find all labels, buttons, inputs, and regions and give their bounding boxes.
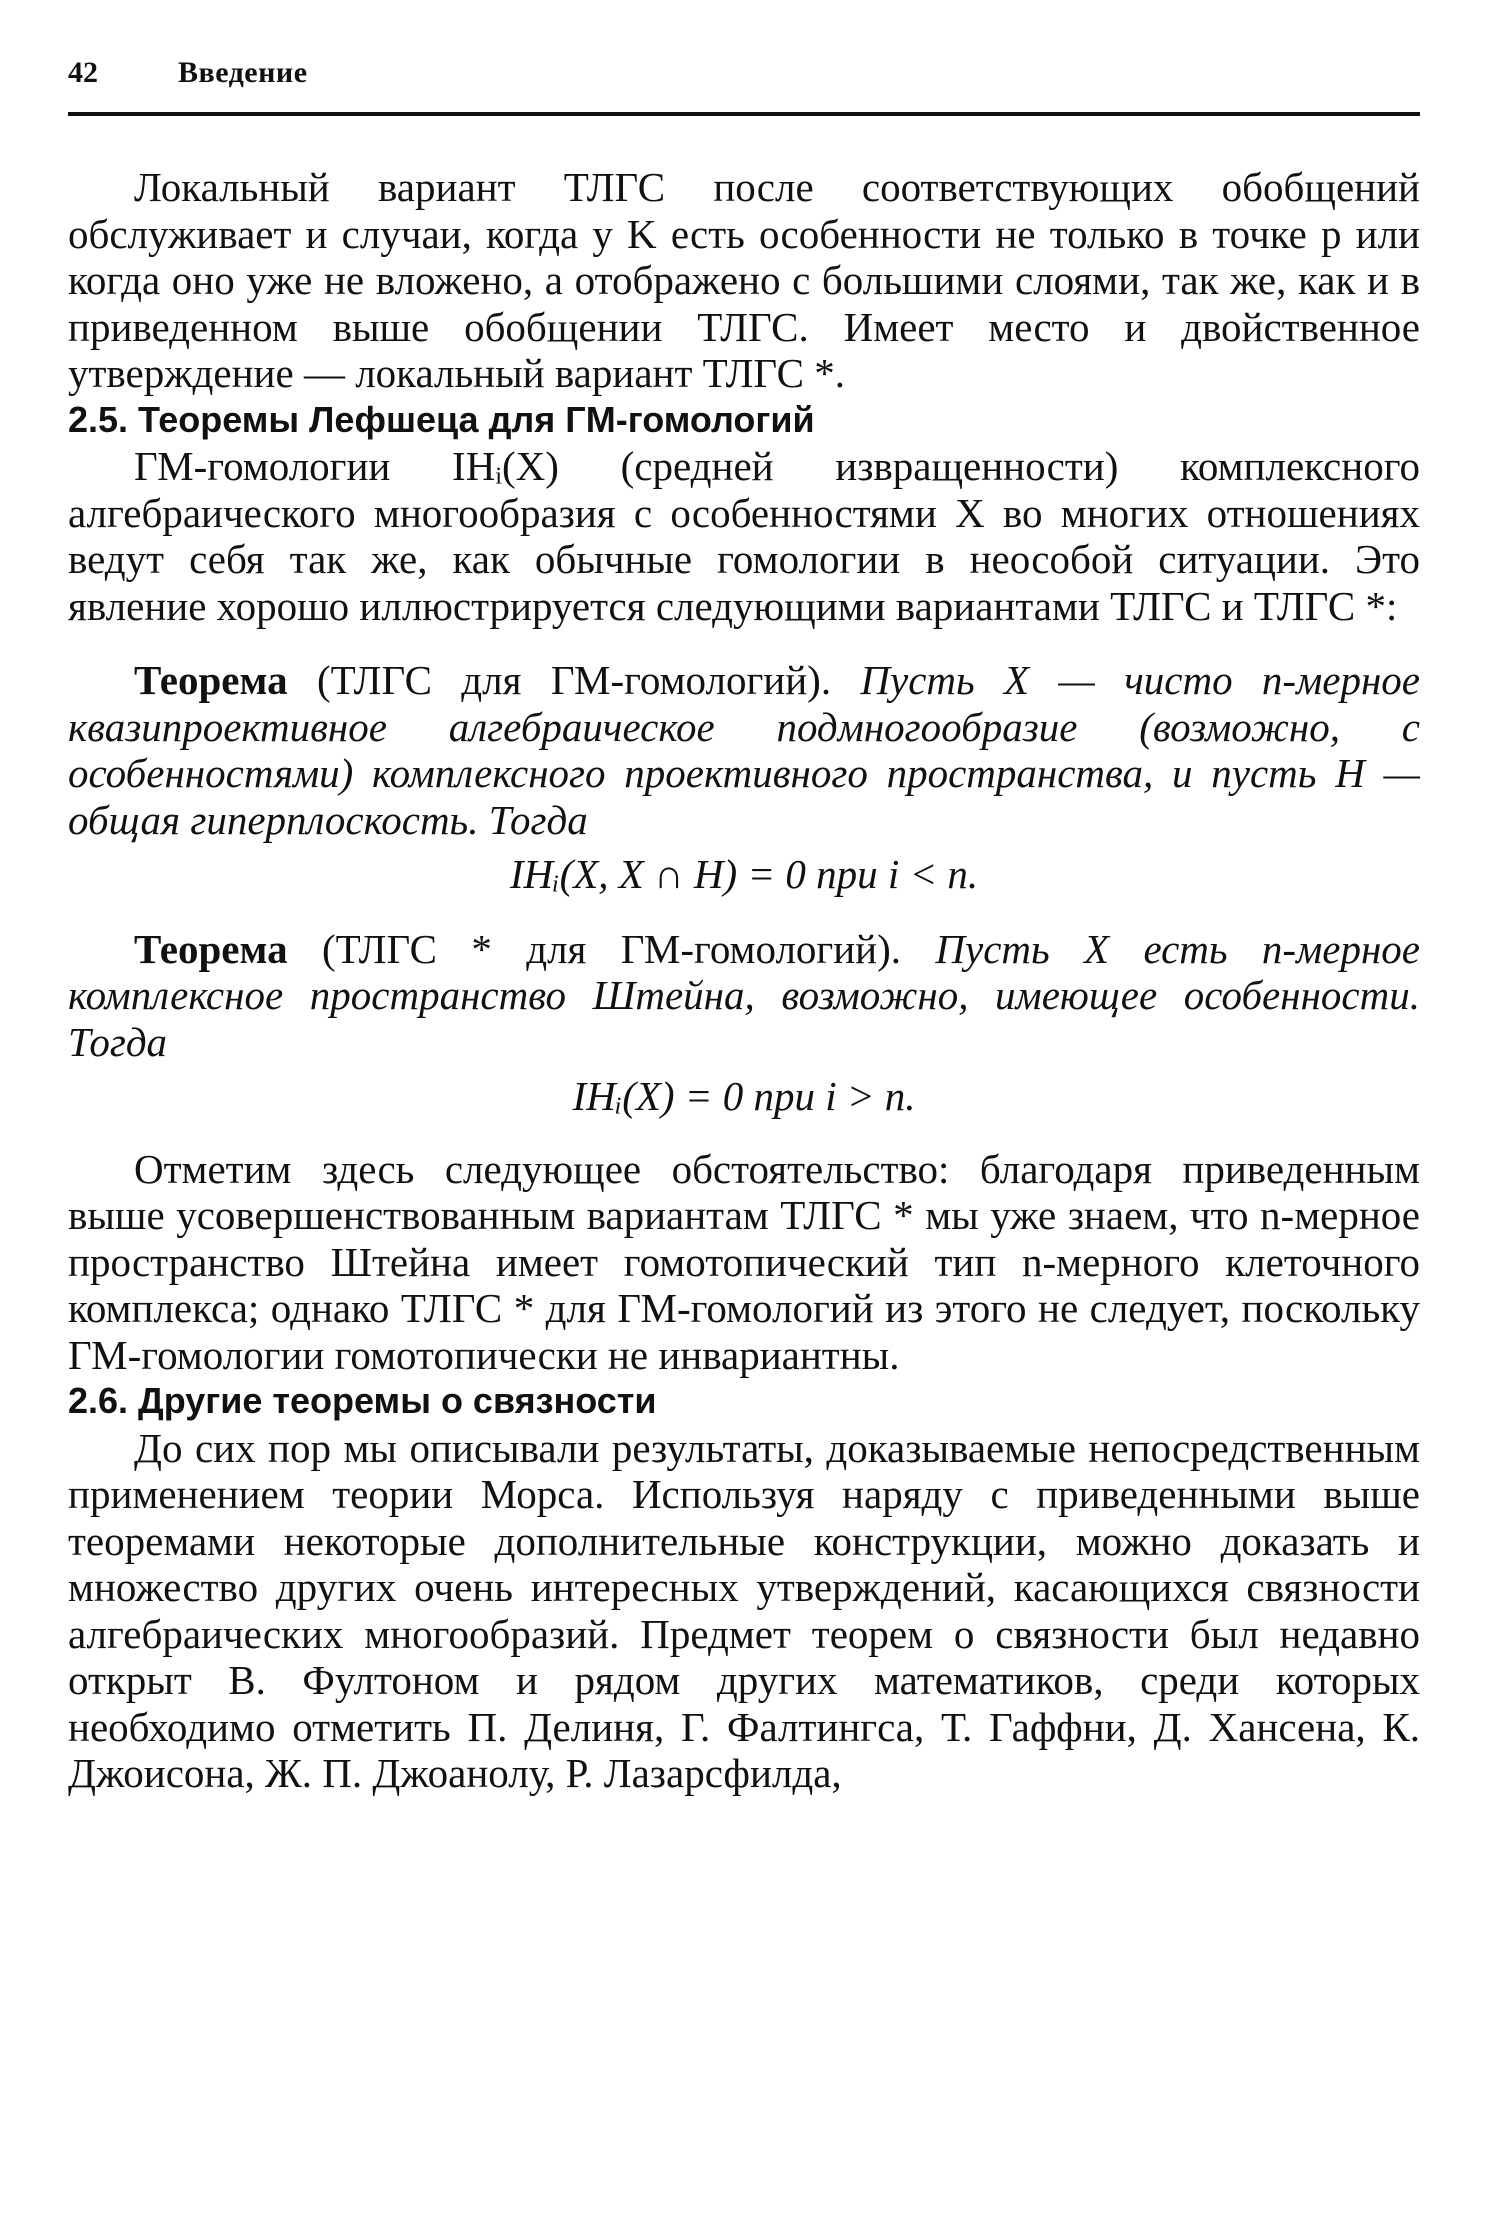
theorem-tlgs [68, 657, 1420, 843]
page-number: 42 [68, 56, 98, 89]
theorem-label: Теорема [134, 925, 288, 972]
section-heading-2-5: 2.5. Теоремы Лефшеца для ГМ-гомологий [68, 398, 815, 440]
theorem-qualifier: (ТЛГС для ГМ-гомологий). [287, 657, 861, 703]
running-header [68, 56, 1420, 106]
paragraph-local-variant: Локальный вариант ТЛГС после соответствующих обобщений обслуживает и случаи, когда у K есть особенности не только в точке p или когда оно уже не вложено, а отображено с большими слоями, так же, как и в приведенном выше обобщении ТЛГС. Имеет место и двойственное утверждение — локальный вариант ТЛГС *. [68, 164, 1420, 396]
theorem-qualifier: (ТЛГС * для ГМ-гомологий). [287, 925, 936, 972]
theorem-tlgs-star [68, 926, 1420, 1066]
header-rule [68, 112, 1420, 116]
paragraph-ih-homology: ГМ-гомологии IHᵢ(X) (средней извращенности) комплексного алгебраического многообразия с особенностями X во многих отношениях ведут себя так же, как обычные гомологии в неособой ситуации. Это явление хорошо иллюстрируется следующими вариантами ТЛГС и ТЛГС *: [68, 443, 1420, 629]
section-heading-2-6: 2.6. Другие теоремы о связности [68, 1380, 657, 1421]
paragraph-connectedness: До сих пор мы описывали результаты, доказываемые непосредственным применением теории Морса. Используя наряду с приведенными выше теоремами некоторые дополнительные конструкции, можно доказать и множество других очень интересных утверждений, касающихся связности алгебраических многообразий. Предмет теорем о связности был недавно открыт В. Фултоном и рядом других математиков, среди которых необходимо отметить П. Делиня, Г. Фалтингса, Т. Гаффни, Д. Хансена, К. Джоисона, Ж. П. Джоанолу, Р. Лазарсфилда, [68, 1424, 1420, 1796]
theorem-label: Теорема [134, 657, 288, 703]
theorem-statement: Пусть X есть n-мерное комплексное пространство Штейна, возможно, имеющее особенности. Тогда [68, 925, 1420, 1065]
book-page [68, 56, 1420, 1797]
formula-2: IHᵢ(X) = 0 при i > n. [572, 1073, 916, 1119]
page-body [68, 164, 1420, 1797]
theorem-statement: Пусть X — чисто n-мерное квазипроективное алгебраическое подмногообразие (возможно, с особенностями) комплексного проективного пространства, и пусть H — общая гиперплоскость. Тогда [68, 657, 1420, 843]
formula-1: IHᵢ(X, X ∩ H) = 0 при i < n. [509, 851, 979, 897]
paragraph-remark: Отметим здесь следующее обстоятельство: благодаря приведенным выше усовершенствованным вариантам ТЛГС * мы уже знаем, что n-мерное пространство Штейна имеет гомотопический тип n-мерного клеточного комплекса; однако ТЛГС * для ГМ-гомологий из этого не следует, поскольку ГМ-гомологии гомотопически не инвариантны. [68, 1145, 1420, 1378]
running-title: Введение [178, 56, 308, 89]
